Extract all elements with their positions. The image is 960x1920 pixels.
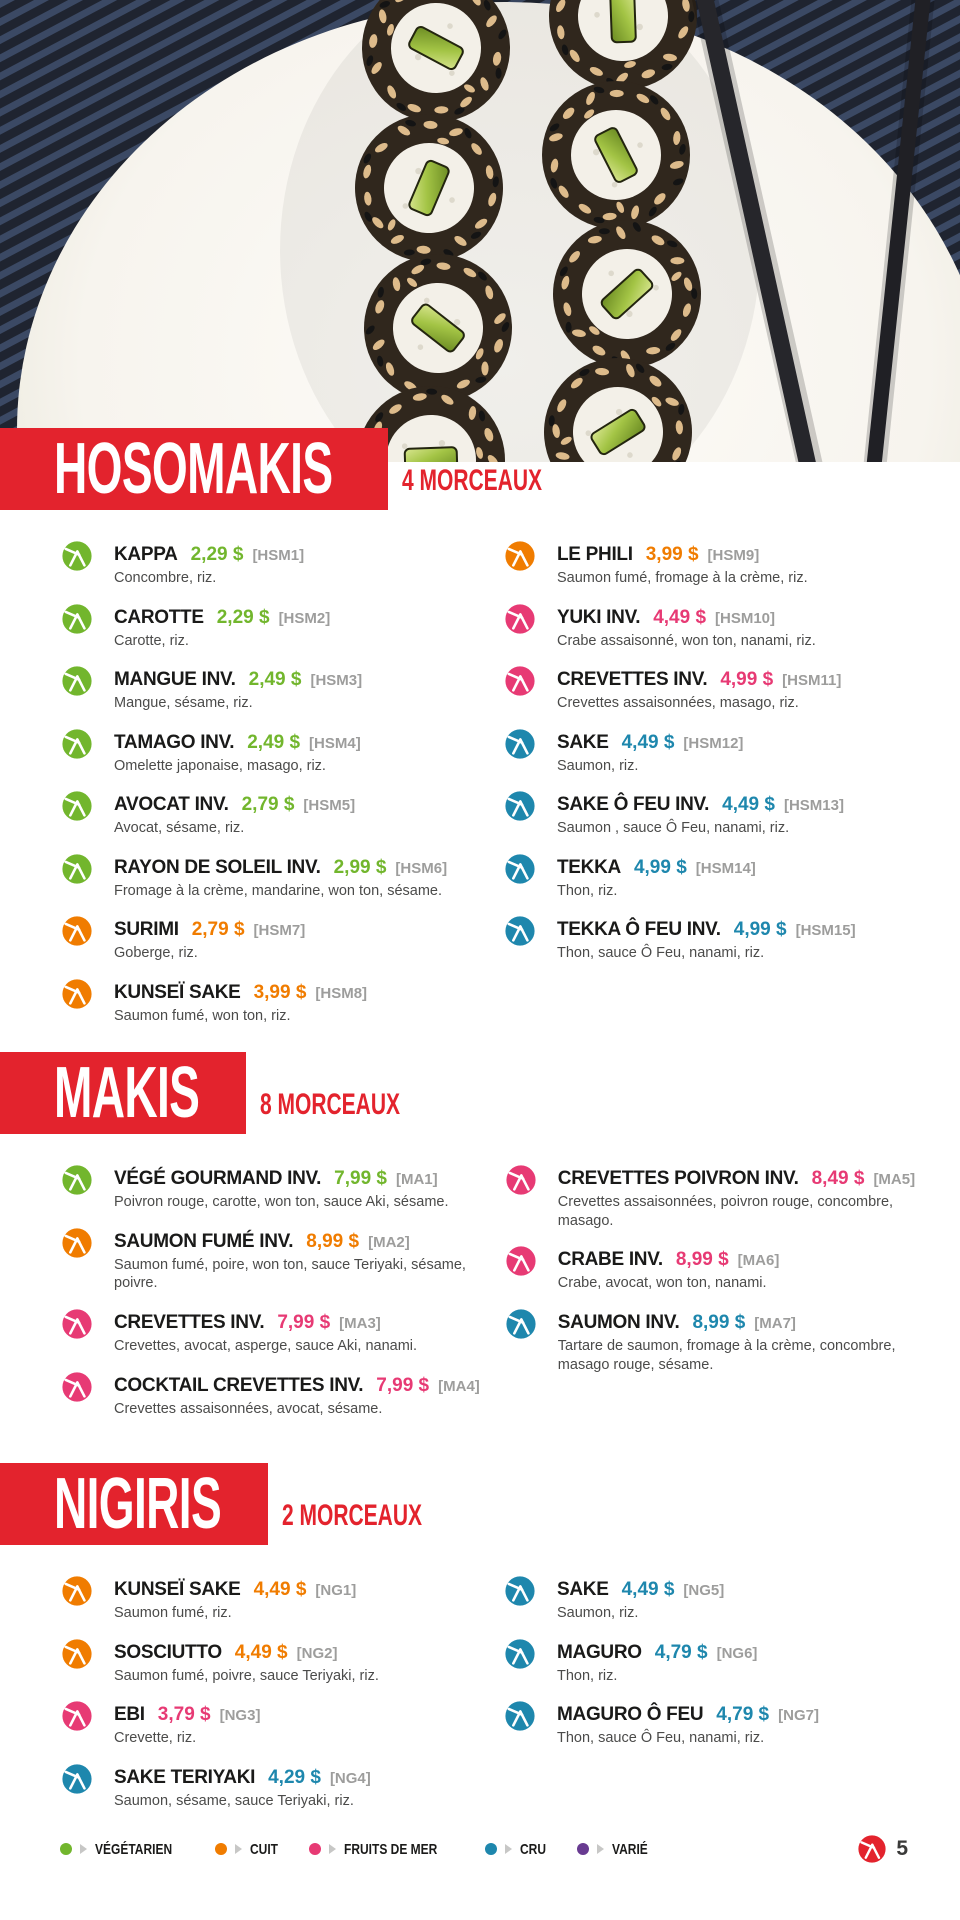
- section-title: NIGIRIS: [54, 1464, 222, 1545]
- menu-item: [506, 1312, 922, 1374]
- item-name: CREVETTES INV.: [557, 669, 708, 691]
- item-description: Saumon fumé, poire, won ton, sauce Teriyaki, sésame, poivre.: [114, 1256, 466, 1292]
- item-description: Crevettes assaisonnées, masago, riz.: [557, 695, 799, 712]
- category-icon: [62, 854, 92, 884]
- item-code: [NG3]: [219, 1707, 261, 1725]
- item-price: 2,49 $: [247, 731, 301, 753]
- item-name: MANGUE INV.: [114, 669, 236, 691]
- item-name: CREVETTES POIVRON INV.: [557, 1168, 799, 1190]
- category-icon: [62, 1639, 92, 1669]
- section-portion: 4 MORCEAUX: [402, 464, 543, 497]
- category-icon: [62, 729, 92, 759]
- item-price: 4,29 $: [268, 1766, 321, 1788]
- menu-item: [505, 544, 922, 588]
- section-makis: [0, 1052, 960, 1437]
- item-price: 4,79 $: [654, 1641, 708, 1663]
- item-code: [HSM10]: [715, 609, 776, 627]
- item-description: Saumon, sésame, sauce Teriyaki, riz.: [114, 1792, 354, 1809]
- item-price: 4,49 $: [234, 1641, 288, 1663]
- category-icon: [505, 854, 535, 884]
- item-code: [NG2]: [296, 1644, 338, 1662]
- page-footer: [0, 1832, 960, 1866]
- category-icon: [505, 1701, 535, 1731]
- item-price: 4,99 $: [720, 669, 774, 691]
- item-description: Thon, sauce Ô Feu, nanami, riz.: [557, 945, 765, 962]
- menu-item: [505, 732, 922, 776]
- item-description: Concombre, riz.: [114, 570, 217, 586]
- item-price: 7,99 $: [277, 1312, 331, 1334]
- section-portion: 2 MORCEAUX: [282, 1499, 423, 1533]
- menu-item: [62, 1168, 480, 1212]
- category-icon: [62, 604, 92, 634]
- item-code: [NG5]: [683, 1582, 725, 1600]
- category-icon: [506, 1165, 536, 1195]
- legend-dot: [485, 1843, 497, 1855]
- category-icon: [62, 979, 92, 1009]
- menu-item: [62, 1231, 480, 1293]
- category-icon: [62, 1228, 92, 1258]
- item-code: [HSM3]: [310, 672, 363, 690]
- category-icon: [505, 541, 535, 571]
- menu-item: [505, 1579, 922, 1623]
- category-icon: [505, 916, 535, 946]
- section-banner: [0, 428, 388, 510]
- item-description: Poivron rouge, carotte, won ton, sauce Aki, sésame.: [114, 1194, 449, 1211]
- menu-column-right: [506, 1168, 922, 1437]
- item-name: YUKI INV.: [557, 606, 641, 628]
- menu-column-right: [505, 544, 922, 1044]
- item-price: 4,49 $: [253, 1579, 307, 1601]
- item-code: [MA7]: [754, 1315, 796, 1333]
- item-description: Saumon fumé, riz.: [114, 1605, 232, 1622]
- menu-column-left: [62, 1579, 479, 1829]
- item-price: 8,99 $: [306, 1230, 360, 1252]
- chevron-right-icon: [329, 1844, 336, 1854]
- item-code: [HSM5]: [303, 797, 356, 815]
- chevron-right-icon: [597, 1844, 604, 1854]
- category-icon: [505, 729, 535, 759]
- item-name: KUNSEÏ SAKE: [114, 1579, 241, 1601]
- menu-item: [62, 982, 479, 1026]
- legend-item: [577, 1841, 657, 1858]
- item-price: 7,99 $: [334, 1168, 387, 1190]
- item-price: 2,29 $: [216, 606, 270, 628]
- menu-item: [62, 1375, 480, 1419]
- item-name: CRABE INV.: [557, 1249, 663, 1271]
- item-description: Crevettes assaisonnées, poivron rouge, concombre, masago.: [557, 1194, 894, 1229]
- item-name: KAPPA: [114, 544, 178, 565]
- brand-logo-icon: [858, 1835, 886, 1863]
- menu-item: [505, 669, 922, 713]
- legend-label: VÉGÉTARIEN: [95, 1840, 173, 1858]
- item-name: MAGURO Ô FEU: [557, 1704, 704, 1726]
- item-name: TAMAGO INV.: [114, 731, 235, 753]
- menu-item: [62, 1704, 479, 1748]
- item-code: [MA6]: [737, 1252, 780, 1270]
- item-code: [MA2]: [368, 1233, 410, 1251]
- chevron-right-icon: [80, 1844, 87, 1854]
- item-price: 4,49 $: [621, 1579, 675, 1601]
- item-description: Goberge, riz.: [114, 945, 198, 962]
- legend-label: FRUITS DE MER: [344, 1840, 438, 1858]
- item-description: Thon, riz.: [557, 882, 618, 899]
- item-description: Crevettes assaisonnées, avocat, sésame.: [114, 1400, 383, 1417]
- item-price: 3,79 $: [157, 1704, 211, 1726]
- roll-shadow: [280, 0, 760, 462]
- menu-item: [62, 1312, 480, 1356]
- legend-dot: [60, 1843, 72, 1855]
- category-icon: [62, 1576, 92, 1606]
- item-price: 2,79 $: [241, 794, 295, 816]
- item-description: Thon, riz.: [557, 1667, 618, 1684]
- item-price: 4,99 $: [633, 856, 687, 878]
- category-icon: [62, 666, 92, 696]
- chevron-right-icon: [235, 1844, 242, 1854]
- item-price: 2,29 $: [190, 544, 244, 565]
- category-icon: [505, 1576, 535, 1606]
- item-price: 7,99 $: [376, 1374, 430, 1396]
- category-icon: [62, 1165, 92, 1195]
- menu-item: [62, 607, 479, 651]
- item-description: Crevette, riz.: [114, 1730, 197, 1747]
- menu-item: [62, 857, 479, 901]
- section-hosomakis: [0, 428, 960, 1044]
- section-banner: [0, 1052, 246, 1134]
- item-name: CREVETTES INV.: [114, 1312, 265, 1334]
- item-code: [HSM6]: [395, 859, 448, 877]
- item-price: 3,99 $: [645, 544, 699, 565]
- menu-item: [505, 1704, 922, 1748]
- legend-dot: [309, 1843, 321, 1855]
- item-code: [HSM9]: [707, 547, 760, 564]
- menu-item: [62, 794, 479, 838]
- item-description: Thon, sauce Ô Feu, nanami, riz.: [557, 1730, 765, 1747]
- menu-item: [62, 544, 479, 588]
- item-name: CAROTTE: [114, 606, 204, 628]
- legend-item: [485, 1841, 553, 1858]
- category-icon: [62, 1309, 92, 1339]
- menu-item: [506, 1249, 922, 1293]
- item-code: [HSM15]: [795, 922, 856, 940]
- menu-item: [62, 1579, 479, 1623]
- item-code: [MA5]: [873, 1171, 916, 1189]
- item-description: Avocat, sésame, riz.: [114, 820, 245, 837]
- item-name: SAKE: [557, 731, 609, 753]
- category-icon: [505, 666, 535, 696]
- item-code: [MA1]: [395, 1171, 438, 1189]
- menu-column-left: [62, 544, 479, 1044]
- menu-item: [505, 607, 922, 651]
- item-description: Saumon, riz.: [557, 757, 639, 774]
- category-icon: [62, 541, 92, 571]
- category-icon: [62, 916, 92, 946]
- item-code: [HSM14]: [695, 859, 756, 877]
- item-code: [NG4]: [329, 1769, 371, 1787]
- item-code: [NG1]: [315, 1582, 357, 1600]
- item-code: [HSM12]: [683, 734, 744, 752]
- item-description: Crabe, avocat, won ton, nanami.: [557, 1275, 767, 1292]
- item-code: [HSM1]: [252, 547, 305, 564]
- item-code: [HSM7]: [253, 922, 306, 940]
- item-name: TEKKA Ô FEU INV.: [557, 919, 721, 941]
- category-icon: [62, 1764, 92, 1794]
- item-description: Mangue, sésame, riz.: [114, 695, 253, 712]
- item-code: [HSM2]: [278, 609, 331, 627]
- item-price: 2,79 $: [191, 919, 245, 941]
- item-code: [NG6]: [716, 1644, 758, 1662]
- page-number: 5: [896, 1837, 908, 1860]
- menu-item: [505, 794, 922, 838]
- menu-item: [506, 1168, 922, 1230]
- section-title: HOSOMAKIS: [54, 429, 333, 509]
- section-portion: 8 MORCEAUX: [260, 1088, 401, 1122]
- item-name: SAKE: [557, 1579, 609, 1601]
- legend-item: [309, 1841, 461, 1858]
- section-nigiris: [0, 1463, 960, 1829]
- menu-item: [62, 1642, 479, 1686]
- page-mark: [858, 1835, 908, 1863]
- item-price: 8,49 $: [811, 1168, 865, 1190]
- legend-dot: [577, 1843, 589, 1855]
- item-code: [HSM11]: [782, 672, 842, 690]
- category-icon: [505, 791, 535, 821]
- chevron-right-icon: [505, 1844, 512, 1854]
- item-code: [NG7]: [778, 1707, 819, 1725]
- item-description: Crevettes, avocat, asperge, sauce Aki, nanami.: [114, 1338, 418, 1355]
- item-name: SOSCIUTTO: [114, 1641, 222, 1663]
- sushi-photo-illustration: [0, 0, 960, 462]
- item-name: VÉGÉ GOURMAND INV.: [114, 1168, 322, 1190]
- menu-item: [62, 669, 479, 713]
- item-price: 4,49 $: [653, 606, 707, 628]
- menu-item: [62, 919, 479, 963]
- item-name: COCKTAIL CREVETTES INV.: [114, 1374, 364, 1396]
- section-banner: [0, 1463, 268, 1545]
- item-price: 8,99 $: [692, 1312, 746, 1334]
- item-price: 4,99 $: [733, 919, 787, 941]
- item-code: [MA3]: [339, 1315, 381, 1333]
- item-name: TEKKA: [557, 856, 621, 878]
- item-name: LE PHILI: [557, 544, 633, 565]
- menu-item: [505, 1642, 922, 1686]
- category-icon: [505, 604, 535, 634]
- item-price: 4,79 $: [716, 1704, 770, 1726]
- item-price: 4,49 $: [621, 731, 675, 753]
- menu-item: [505, 919, 922, 963]
- item-description: Saumon fumé, poivre, sauce Teriyaki, riz.: [114, 1667, 379, 1684]
- item-name: SAKE Ô FEU INV.: [557, 794, 710, 816]
- legend-item: [60, 1841, 191, 1858]
- item-name: AVOCAT INV.: [114, 794, 229, 816]
- item-code: [HSM13]: [783, 797, 844, 815]
- category-icon: [62, 1701, 92, 1731]
- item-code: [HSM8]: [315, 984, 368, 1002]
- item-name: SAKE TERIYAKI: [114, 1766, 256, 1788]
- item-description: Saumon fumé, fromage à la crème, riz.: [557, 570, 808, 586]
- item-description: Carotte, riz.: [114, 632, 189, 649]
- item-price: 2,99 $: [333, 856, 387, 878]
- item-name: EBI: [114, 1704, 145, 1726]
- legend-label: CRU: [520, 1840, 547, 1858]
- item-description: Saumon fumé, won ton, riz.: [114, 1007, 291, 1024]
- item-description: Fromage à la crème, mandarine, won ton, sésame.: [114, 882, 443, 899]
- hero-photo: [0, 0, 960, 462]
- item-description: Tartare de saumon, fromage à la crème, concombre, masago rouge, sésame.: [557, 1338, 896, 1373]
- item-description: Saumon, riz.: [557, 1605, 639, 1622]
- legend-label: VARIÉ: [611, 1840, 648, 1858]
- item-name: SAUMON FUMÉ INV.: [114, 1230, 294, 1252]
- category-icon: [506, 1309, 536, 1339]
- item-price: 8,99 $: [675, 1249, 729, 1271]
- item-description: Omelette japonaise, masago, riz.: [114, 757, 326, 774]
- item-code: [MA4]: [438, 1377, 480, 1395]
- item-code: [HSM4]: [309, 734, 361, 752]
- legend-label: CUIT: [250, 1840, 279, 1858]
- item-name: SAUMON INV.: [557, 1312, 680, 1334]
- legend-dot: [215, 1843, 227, 1855]
- category-icon: [505, 1639, 535, 1669]
- item-price: 3,99 $: [253, 981, 307, 1003]
- item-price: 2,49 $: [248, 669, 302, 691]
- legend: [60, 1841, 656, 1858]
- item-name: SURIMI: [114, 919, 179, 941]
- category-icon: [62, 791, 92, 821]
- section-title: MAKIS: [54, 1053, 200, 1134]
- item-description: Saumon , sauce Ô Feu, nanami, riz.: [557, 820, 790, 837]
- category-icon: [506, 1246, 536, 1276]
- menu-item: [505, 857, 922, 901]
- legend-item: [215, 1841, 285, 1858]
- category-icon: [62, 1372, 92, 1402]
- menu-item: [62, 1767, 479, 1811]
- item-description: Crabe assaisonné, won ton, nanami, riz.: [557, 632, 816, 649]
- item-name: KUNSEÏ SAKE: [114, 981, 241, 1003]
- item-name: RAYON DE SOLEIL INV.: [114, 856, 321, 878]
- menu-column-left: [62, 1168, 480, 1437]
- item-name: MAGURO: [557, 1641, 642, 1663]
- item-price: 4,49 $: [722, 794, 775, 816]
- menu-item: [62, 732, 479, 776]
- menu-column-right: [505, 1579, 922, 1829]
